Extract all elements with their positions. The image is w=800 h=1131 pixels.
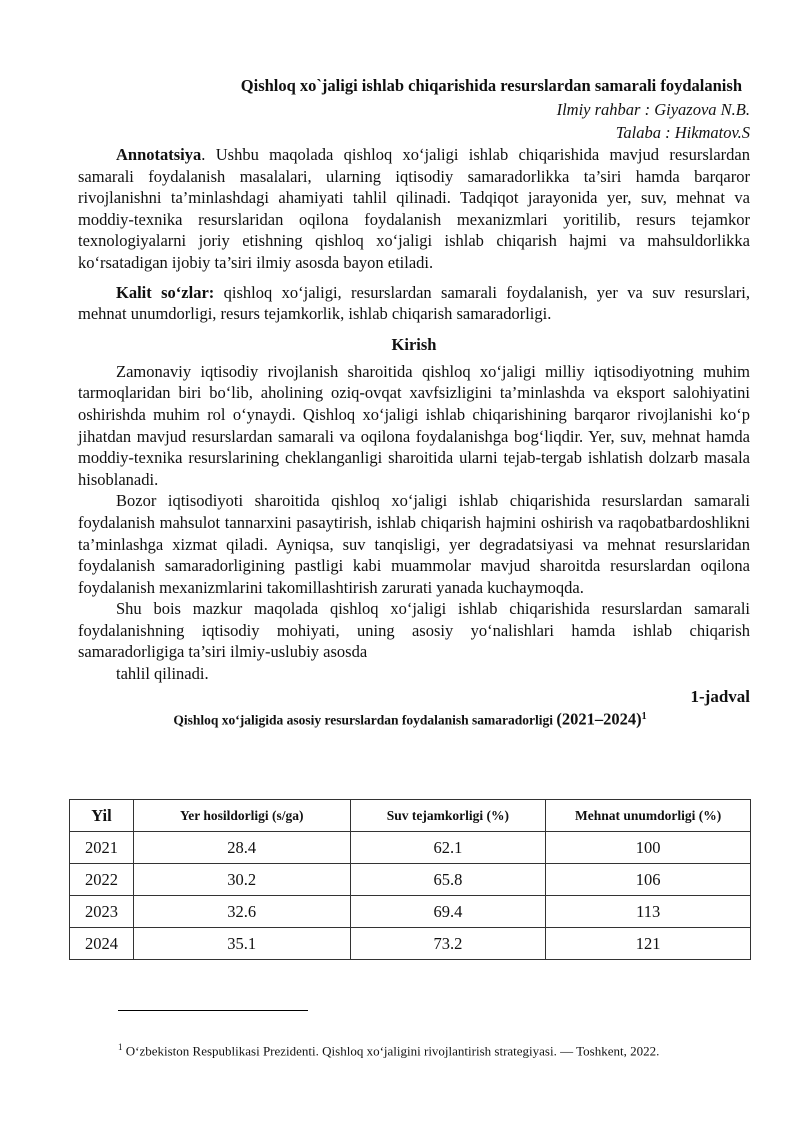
document-page <box>78 74 750 731</box>
table-caption-years: (2021–2024) <box>556 709 642 729</box>
resources-table <box>69 799 751 960</box>
table-cell: 100 <box>546 832 751 864</box>
footnote-text: O‘zbekiston Respublikasi Prezidenti. Qishloq xo‘jaligini rivojlantirish strategiyasi. — Toshkent, 2022. <box>122 1043 660 1059</box>
table-cell: 65.8 <box>350 864 546 896</box>
keywords-paragraph <box>78 282 750 325</box>
table-cell: 106 <box>546 864 751 896</box>
footnote-separator <box>118 1010 308 1011</box>
table-header-row <box>70 800 751 832</box>
body-paragraph: Shu bois mazkur maqolada qishloq xo‘jaligi ishlab chiqarishida resurslardan samarali foydalanishning iqtisodiy mohiyati, uning asosiy yo‘nalishlari hamda ishlab chiqarish samaradorligiga ta’siri ilmiy-uslubiy asosda <box>78 599 750 662</box>
table-cell: 28.4 <box>133 832 350 864</box>
table-cell: 32.6 <box>133 896 350 928</box>
student-line: Talaba : Hikmatov.S <box>615 123 750 142</box>
footnote-reference: 1 <box>641 711 647 723</box>
table-cell: 2024 <box>70 928 134 960</box>
table-cell: 62.1 <box>350 832 546 864</box>
footnote-number: 1 <box>118 1042 123 1052</box>
abstract-label: Annotatsiya <box>116 145 202 164</box>
table-row <box>70 928 751 960</box>
table-cell: 30.2 <box>133 864 350 896</box>
body-tail-line: tahlil qilinadi. <box>116 664 209 684</box>
table-cell: 2023 <box>70 896 134 928</box>
advisor-line: Ilmiy rahbar : Giyazova N.B. <box>556 100 750 119</box>
body-paragraph: Bozor iqtisodiyoti sharoitida qishloq xo‘jaligi ishlab chiqarishida resurslardan samarali foydalanish mahsulot tannarxini pasaytirish, ishlab chiqarish hajmini oshirish va raqobatbardoshlikni ta’minlashga xizmat qiladi. Ayniqsa, suv tanqisligi, yer degradatsiyasi va mehnat resurslaridan foydalanish samaradorligining pastligi kabi muammolar mavjud sharoitda resurslardan oqilona foydalanish mexanizmlarini takomillashtirish zarurati yanada kuchaymoqda. <box>78 491 750 597</box>
section-title: Kirish <box>391 334 437 354</box>
table-caption-text: Qishloq xo‘jaligida asosiy resurslardan foydalanish samaradorligi <box>173 712 554 728</box>
article-title: Qishloq xo`jaligi ishlab chiqarishida resurslardan samarali foydalanish <box>240 76 742 95</box>
abstract-paragraph <box>78 144 750 274</box>
table-row <box>70 896 751 928</box>
table-caption <box>70 707 750 731</box>
table-cell: 69.4 <box>350 896 546 928</box>
table-label: 1-jadval <box>690 687 750 707</box>
table-cell: 2021 <box>70 832 134 864</box>
table-cell: 73.2 <box>350 928 546 960</box>
footnote <box>118 1038 659 1060</box>
body-paragraph: Zamonaviy iqtisodiy rivojlanish sharoitida qishloq xo‘jaligi milliy iqtisodiyotning muhim tarmoqlaridan biri bo‘lib, aholining oziq-ovqat xavfsizligini ta’minlashda va eksport salohiyatini oshirishda muhim rol o‘ynaydi. Qishloq xo‘jaligi ishlab chiqarishining barqaror rivojlanishi ko‘p jihatdan mavjud resurslardan samarali va oqilona foydalanishga bog‘liqdir. Yer, suv, mehnat hamda moddiy-texnika resurslarining cheklanganligi sharoitida ularni tejab-tergab ishlatish dolzarb masala hisoblanadi. <box>78 361 750 489</box>
table-cell: 121 <box>546 928 751 960</box>
keywords-text: qishloq xo‘jaligi, resurslardan samarali foydalanish, yer va suv resurslari, mehnat unumdorligi, resurs tejamkorlik, ishlab chiqarish samaradorligi. <box>78 282 751 324</box>
header-cell-water-saving: Suv tejamkorligi (%) <box>350 800 546 832</box>
table-cell: 113 <box>546 896 751 928</box>
table-cell: 2022 <box>70 864 134 896</box>
header-cell-labor-productivity: Mehnat unumdorligi (%) <box>546 800 751 832</box>
table-row <box>70 832 751 864</box>
table-row <box>70 864 751 896</box>
keywords-label: Kalit so‘zlar: <box>116 282 215 302</box>
abstract-text: . Ushbu maqolada qishloq xo‘jaligi ishlab chiqarishida mavjud resurslardan samarali foydalanish masalalari, ularning iqtisodiy samaradorlikka ta’siri hamda barqaror rivojlanishni ta’minlashdagi ahamiyati tahlil qilinadi. Tadqiqot jarayonida yer, suv, mehnat va moddiy-texnika resurslaridan oqilona foydalanish mexanizmlari yoritilib, resurs tejamkor texnologiyalarni joriy etishning qishloq xo‘jaligi ishlab chiqarish hajmi va mahsuldorlikka ko‘rsatadigan ijobiy ta’siri ilmiy asosda bayon etiladi. <box>78 145 750 272</box>
header-cell-year: Yil <box>70 800 134 832</box>
table-cell: 35.1 <box>133 928 350 960</box>
header-cell-land-yield: Yer hosildorligi (s/ga) <box>133 800 350 832</box>
